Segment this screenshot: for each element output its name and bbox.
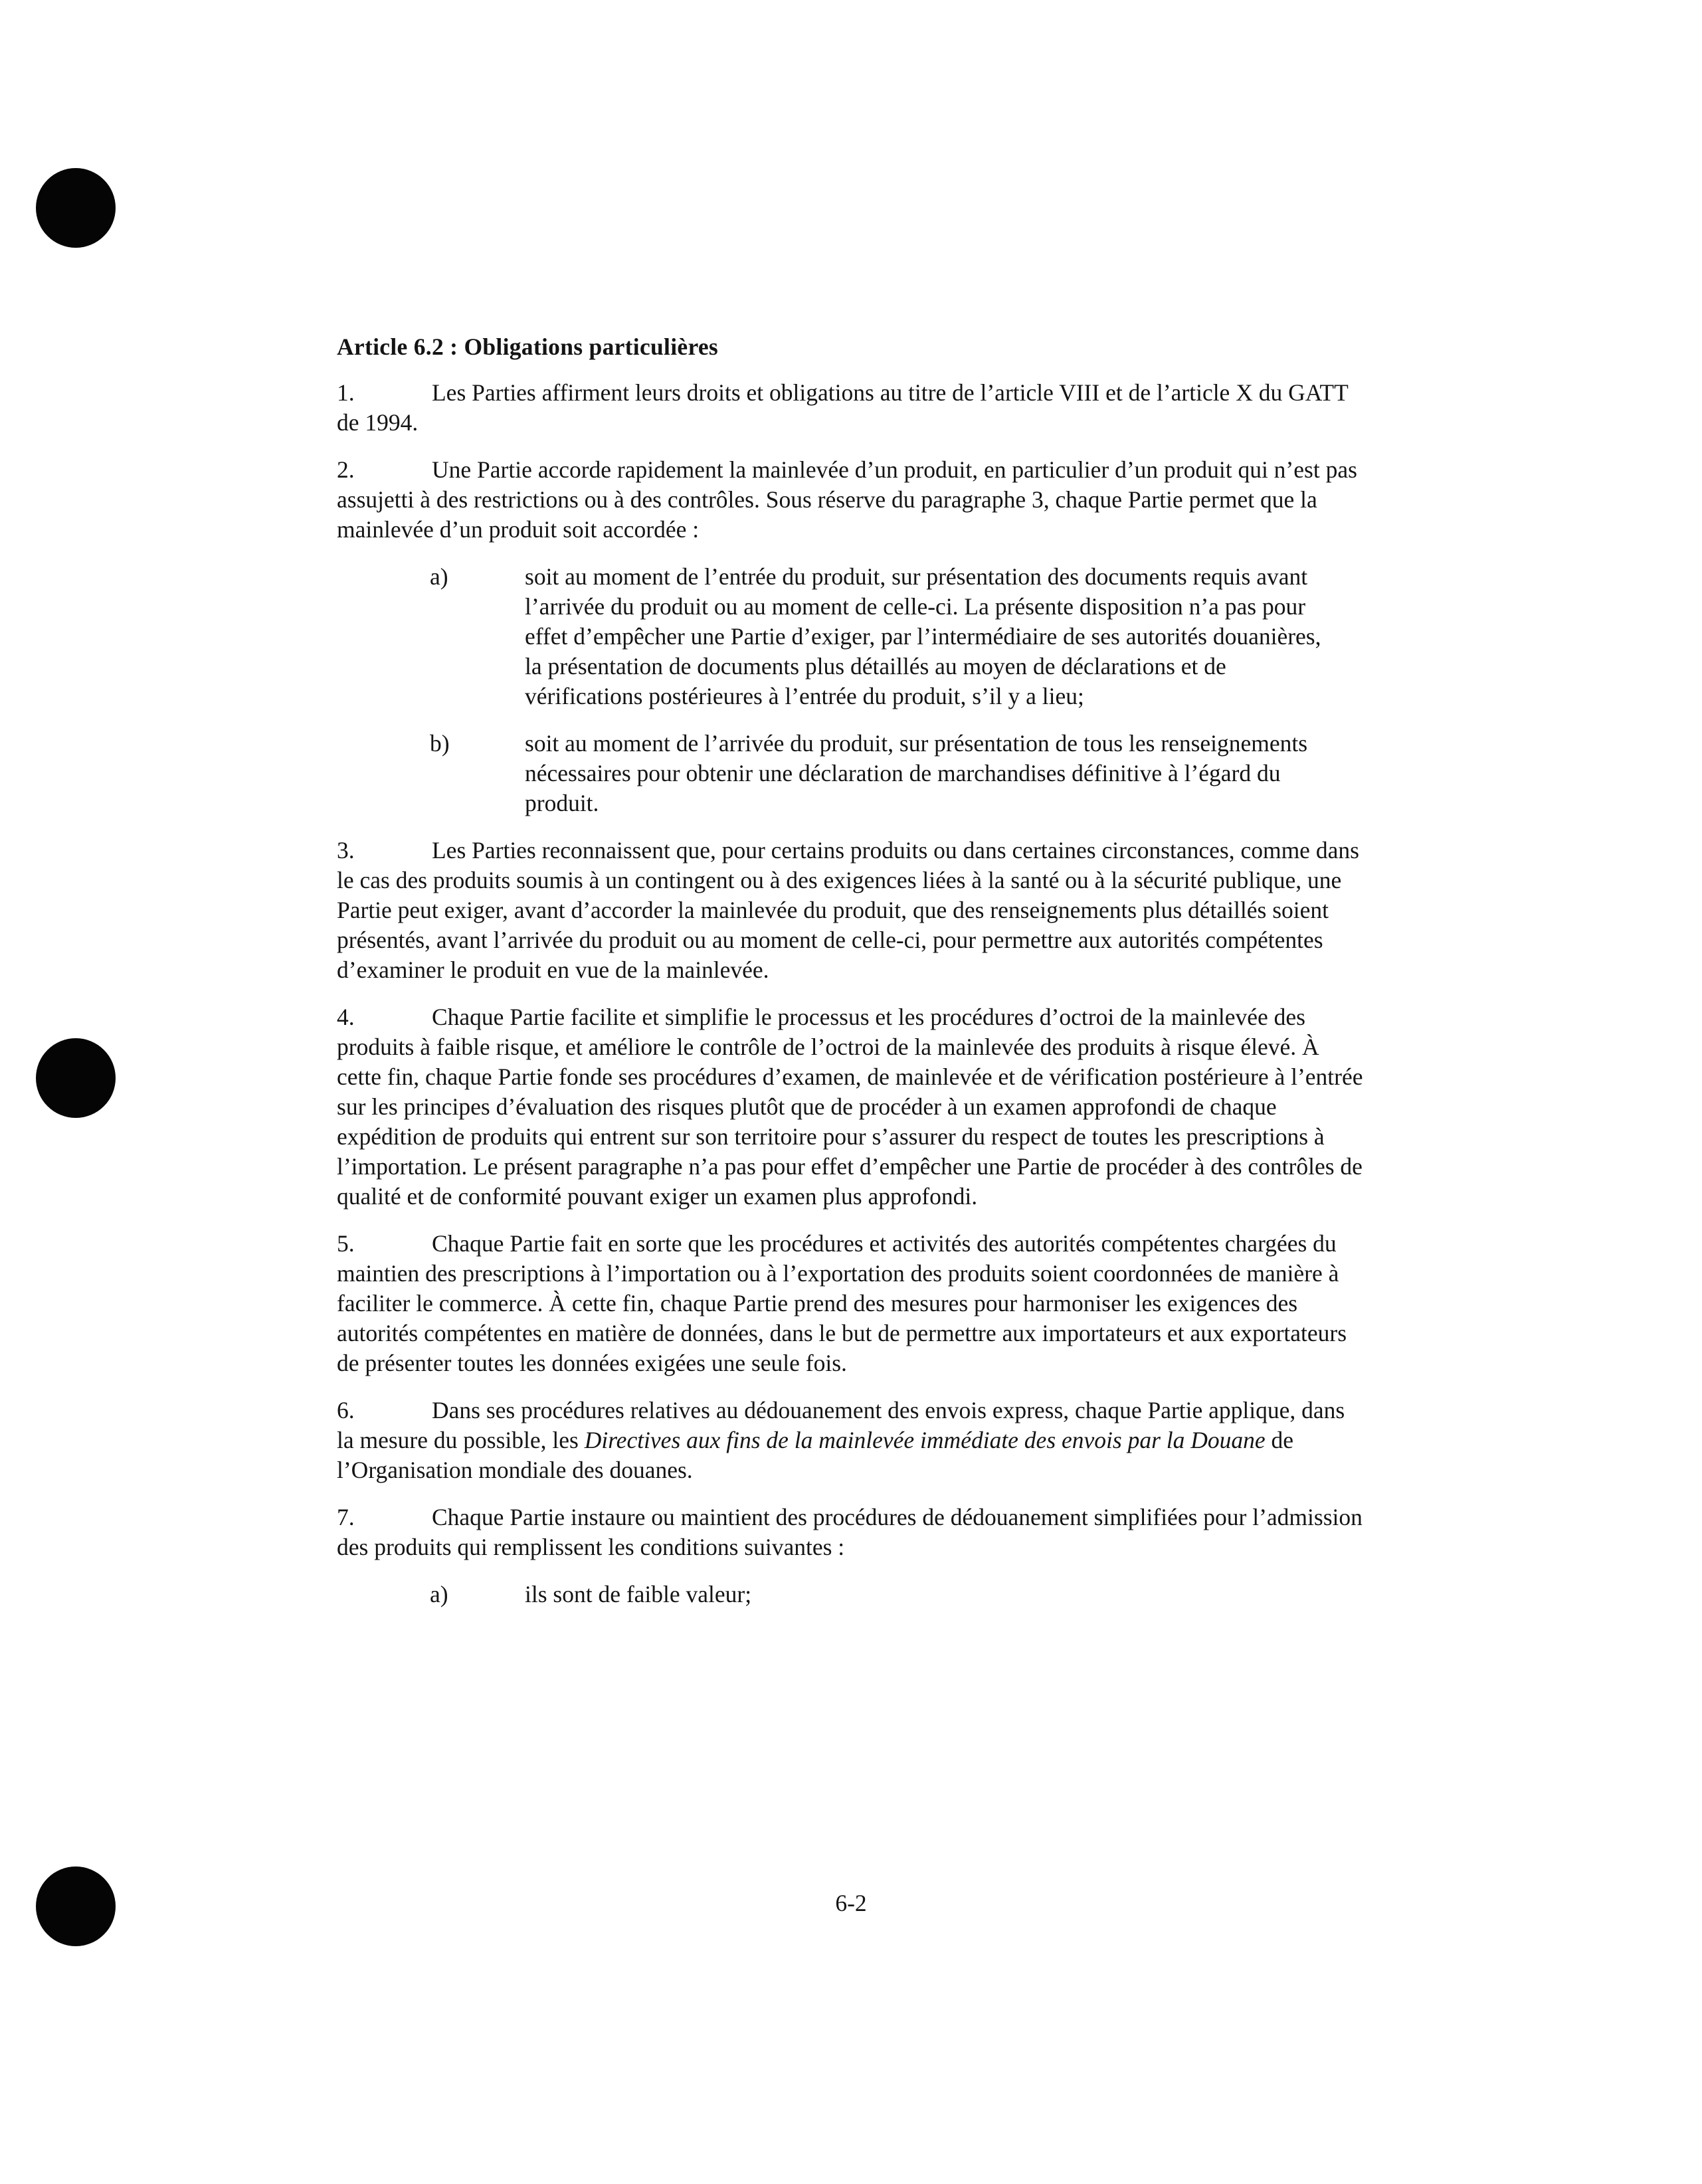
- paragraph-7-item-a: [337, 1580, 1367, 1609]
- paragraph-text-start: Dans ses procédures relatives au dédouanement des envois express, chaque Partie applique, dans la mesure du possible, les: [337, 1397, 1345, 1453]
- paragraph-text: Chaque Partie fait en sorte que les procédures et activités des autorités compétentes chargées du maintien des prescriptions à l’importation ou à l’exportation des produits soient coordonnées de manière à faciliter le commerce. À cette fin, chaque Partie prend des mesures pour harmoniser les exigences des autorités compétentes en matière de données, dans le but de permettre aux importateurs et aux exportateurs de présenter toutes les données exigées une seule fois.: [337, 1230, 1347, 1376]
- item-text: soit au moment de l’entrée du produit, sur présentation des documents requis avant l’arrivée du produit ou au moment de celle-ci. La présente disposition n’a pas pour effet d’empêcher une Partie d’exiger, par l’intermédiaire de ses autorités douanières, la présentation de documents plus détaillés au moyen de déclarations et de vérifications postérieures à l’entrée du produit, s’il y a lieu;: [525, 563, 1321, 709]
- paragraph-2-item-b: [337, 729, 1367, 818]
- paragraph-number: 4.: [337, 1004, 355, 1030]
- paragraph-7: [337, 1502, 1367, 1562]
- item-letter: a): [430, 1581, 448, 1607]
- paragraph-2-item-a: [337, 562, 1367, 711]
- paragraph-number: 3.: [337, 837, 355, 864]
- paragraph-text: Les Parties affirment leurs droits et obligations au titre de l’article VIII et de l’article X du GATT de 1994.: [337, 379, 1349, 436]
- page-number: 6-2: [835, 1890, 867, 1916]
- paragraph-text: Chaque Partie facilite et simplifie le processus et les procédures d’octroi de la mainlevée des produits à faible risque, et améliore le contrôle de l’octroi de la mainlevée des produits à risque élevé. À cette fin, chaque Partie fonde ses procédures d’examen, de mainlevée et de vérification postérieure à l’entrée sur les principes d’évaluation des risques plutôt que de procéder à un examen approfondi de chaque expédition de produits qui entrent sur son territoire pour s’assurer du respect de toutes les prescriptions à l’importation. Le présent paragraphe n’a pas pour effet d’empêcher une Partie de procéder à des contrôles de qualité et de conformité pouvant exiger un examen plus approfondi.: [337, 1004, 1363, 1210]
- paragraph-text-italic-title: Directives aux fins de la mainlevée immédiate des envois par la Douane: [584, 1427, 1266, 1453]
- paragraph-text: Les Parties reconnaissent que, pour certains produits ou dans certaines circonstances, comme dans le cas des produits soumis à un contingent ou à des exigences liées à la santé ou à la sécurité publique, une Partie peut exiger, avant d’accorder la mainlevée du produit, que des renseignements plus détaillés soient présentés, avant l’arrivée du produit ou au moment de celle-ci, pour permettre aux autorités compétentes d’examiner le produit en vue de la mainlevée.: [337, 837, 1359, 983]
- item-letter: b): [430, 730, 450, 757]
- paragraph-3: [337, 836, 1367, 985]
- paragraph-number: 1.: [337, 379, 355, 406]
- paragraph-number: 7.: [337, 1504, 355, 1530]
- punch-hole-top: [36, 168, 116, 248]
- paragraph-number: 6.: [337, 1397, 355, 1423]
- article-title: Article 6.2 : Obligations particulières: [337, 333, 719, 360]
- paragraph-text: Une Partie accorde rapidement la mainlevée d’un produit, en particulier d’un produit qui n’est pas assujetti à des restrictions ou à des contrôles. Sous réserve du paragraphe 3, chaque Partie permet que la mainlevée d’un produit soit accordée :: [337, 456, 1357, 543]
- paragraph-number: 5.: [337, 1230, 355, 1257]
- item-text: soit au moment de l’arrivée du produit, sur présentation de tous les renseignements nécessaires pour obtenir une déclaration de marchandises définitive à l’égard du produit.: [525, 730, 1308, 816]
- item-letter: a): [430, 563, 448, 590]
- paragraph-number: 2.: [337, 456, 355, 483]
- paragraph-text-end: de l’Organisation mondiale des douanes.: [337, 1427, 1294, 1483]
- paragraph-text: Chaque Partie instaure ou maintient des procédures de dédouanement simplifiées pour l’admission des produits qui remplissent les conditions suivantes :: [337, 1504, 1363, 1560]
- punch-hole-middle: [36, 1038, 116, 1118]
- paragraph-5: [337, 1229, 1367, 1378]
- paragraph-6: [337, 1396, 1367, 1485]
- paragraph-2: [337, 455, 1367, 545]
- item-text: ils sont de faible valeur;: [525, 1581, 752, 1607]
- page-content: [337, 332, 1367, 1627]
- paragraph-1: [337, 378, 1367, 438]
- paragraph-4: [337, 1002, 1367, 1212]
